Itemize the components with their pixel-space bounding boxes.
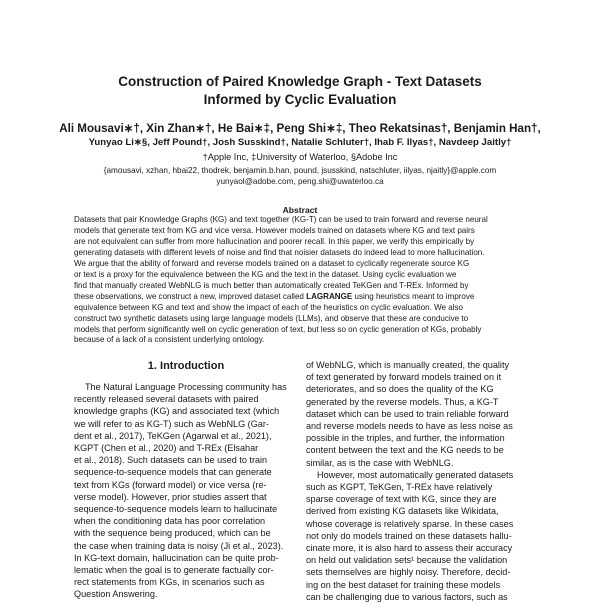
abstract-line-text: using heuristics meant to improve (354, 291, 475, 301)
abstract-line: Datasets that pair Knowledge Graphs (KG) and text together (KG-T) can be used to train forward and reverse neural (74, 215, 488, 224)
body-line: when the conditioning data has poor correlation (74, 516, 266, 527)
body-line: knowledge graphs (KG) and associated text (which (74, 406, 280, 417)
abstract-heading: Abstract (282, 205, 318, 215)
body-line: with the sequence being produced, which can be (74, 528, 271, 539)
abstract-line: models that generate text from KG and vice versa. However models trained on datasets where KG and text pairs (74, 225, 475, 235)
body-line: whose coverage is relatively sparse. In these cases (306, 518, 514, 529)
author-list-line-1: Ali Mousavi∗†, Xin Zhan∗†, He Bai∗‡, Peng Shi∗‡, Theo Rekatsinas†, Benjamin Han†, (59, 122, 541, 135)
body-line: such as KGPT, TeKGen, T-REx have relatively (306, 482, 493, 493)
body-line: on held out validation sets¹ because the validation (306, 555, 508, 566)
abstract-line: are not equivalent can suffer from more hallucination and poorer recall. In this paper, we verify this empirically by (74, 236, 475, 246)
body-line: similar, as is the case with WebNLG. (306, 457, 454, 468)
email-line-2: yunyaol@adobe.com, peng.shi@uwaterloo.ca (216, 177, 384, 186)
body-line: sequence-to-sequence models that can generate (74, 467, 272, 478)
body-line: cinate more, it is also hard to assess their accuracy (306, 543, 513, 554)
abstract-line: or text is a proxy for the equivalence between the KG and the text in the dataset. Using cyclic evaluation we (74, 269, 457, 279)
author-list-line-2: Yunyao Li∗§, Jeff Pound†, Josh Susskind†, Natalie Schluter†, Ihab F. Ilyas†, Navdeep Jaitly† (88, 137, 512, 148)
title-line-2: Informed by Cyclic Evaluation (203, 92, 397, 107)
body-line: ing on the best dataset for training these models (306, 579, 501, 590)
abstract-line (74, 292, 532, 303)
affiliations: †Apple Inc, ‡University of Waterloo, §Adobe Inc (202, 152, 398, 162)
body-line: The Natural Language Processing community has (85, 382, 287, 392)
body-line: rect statements from KGs, in scenarios such as (74, 577, 265, 588)
abstract-line-text: these observations, we construct a new, improved dataset called (74, 291, 304, 301)
body-line: possible in the triples, and further, the information (306, 433, 505, 444)
body-line: we will refer to as KG-T) such as WebNLG (Gar- (74, 418, 269, 429)
body-line: dataset which can be used to train reliable forward (306, 408, 509, 419)
body-line: content between the text and the KG needs to be (306, 445, 504, 456)
abstract-line: We argue that the ability of forward and reverse models trained on a dataset to cyclically regenerate source KG (74, 258, 470, 268)
body-line: and reverse models needs to have as less noise as (306, 421, 513, 432)
body-line: of WebNLG, which is manually created, the quality (306, 360, 510, 370)
title-line-1: Construction of Paired Knowledge Graph - Text Datasets (118, 74, 482, 89)
body-line: Question Answering. (74, 589, 158, 600)
abstract-line: generating datasets with different levels of noise and find that noisier datasets do indeed lead to more hallucination. (74, 247, 485, 257)
abstract-line: construct two synthetic datasets using large language models (LLMs), and observe that these are conducive to (74, 313, 469, 323)
body-line: the case when training data is noisy (Ji et al., 2023). (74, 540, 284, 551)
intro-left-column (74, 381, 298, 601)
body-line: generated by the reverse models. Thus, a KG-T (306, 396, 499, 407)
paper-title (40, 73, 560, 109)
body-line: sets themselves are highly noisy. Therefore, decid- (306, 567, 511, 578)
abstract-body (74, 215, 532, 346)
body-line: not only do models trained on these datasets hallu- (306, 530, 512, 541)
intro-right-column (306, 359, 530, 603)
body-line: dent et al., 2017), TeKGen (Agarwal et al., 2021), (74, 430, 272, 441)
body-line: sequence-to-sequence models learn to hallucinate (74, 504, 278, 515)
body-line: In KG-text domain, hallucination can be quite prob- (74, 552, 279, 563)
section-heading-introduction: 1. Introduction (147, 360, 225, 372)
abstract-line: equivalence between KG and text and show the impact of each of the heuristics on cyclic evaluation. We also (74, 302, 464, 312)
body-line: of text generated by forward models trained on it (306, 372, 502, 383)
body-line: et al., 2018). Such datasets can be used to train (74, 455, 268, 466)
body-line: deteriorates, and so does the quality of the KG (306, 384, 494, 395)
body-line: verse model). However, prior studies assert that (74, 491, 267, 502)
body-line: KGPT (Chen et al., 2020) and T-REx (Elsahar (74, 443, 259, 454)
author-emails (30, 165, 570, 187)
email-line-1: {amousavi, xzhan, hbai22, thodrek, benjamin.b.han, pound, jsusskind, natschluter, iilyas, njaitly}@apple.com (103, 166, 497, 175)
abstract-line: models that perform significantly well on cyclic generation of text, but less so on cyclic generation of KGs, probably (74, 324, 482, 334)
body-line: However, most automatically generated datasets (317, 469, 514, 480)
body-line: text from KGs (forward model) or vice versa (re- (74, 479, 267, 490)
body-line: lematic when the goal is to generate factually cor- (74, 565, 274, 576)
body-line: derived from existing KG datasets like Wikidata, (306, 506, 499, 517)
body-line: sparse coverage of text with KG, since they are (306, 494, 497, 505)
abstract-line: because of a lack of a consistent underlying ontology. (74, 335, 265, 345)
dataset-name: LAGRANGE (306, 291, 353, 301)
body-line: recently released several datasets with paired (74, 394, 259, 405)
abstract-line: find that manually created WebNLG is much better than automatically created TeKGen and T-REx. Informed by (74, 280, 469, 290)
body-line: can be challenging due to various factors, such as (306, 591, 508, 602)
